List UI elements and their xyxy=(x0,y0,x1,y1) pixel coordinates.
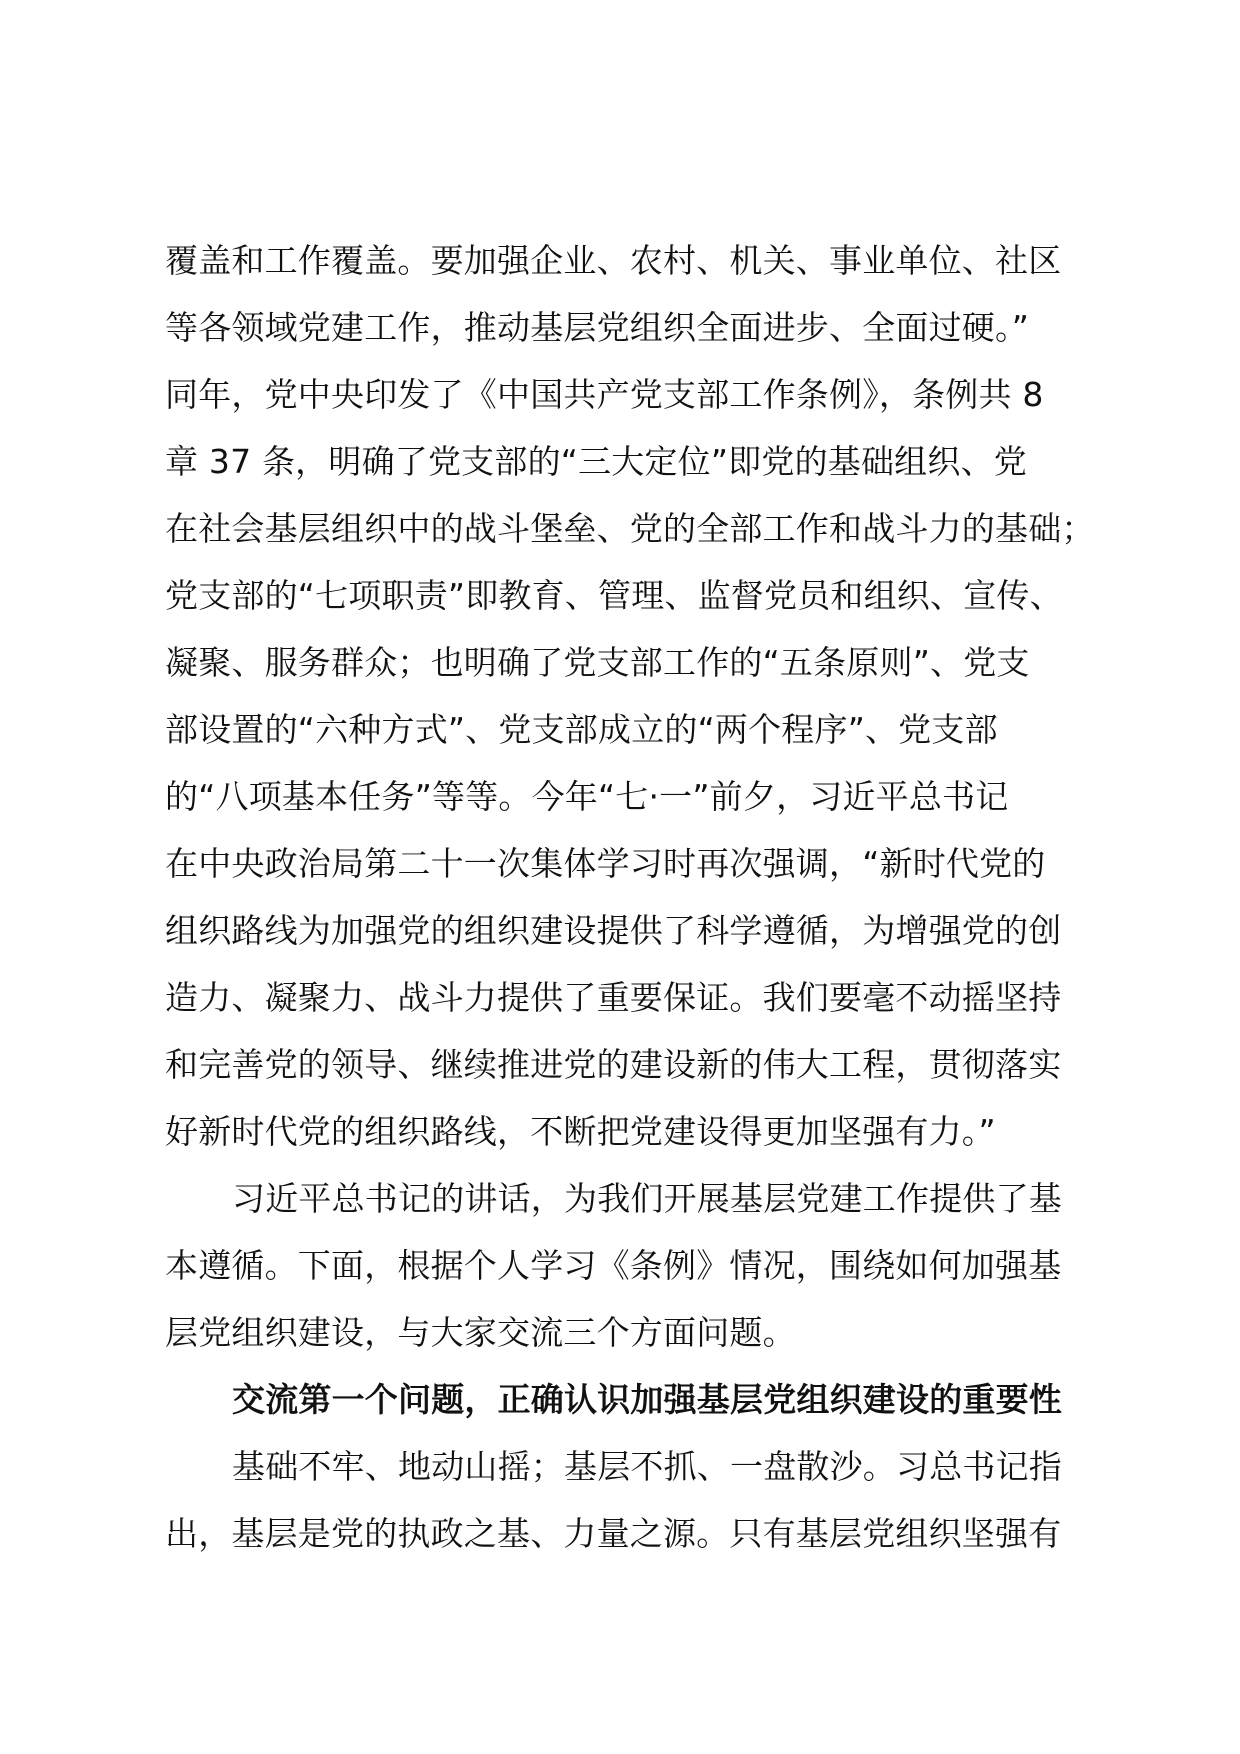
document-body xyxy=(165,227,1125,1567)
paragraph-start-line: 基础不牢、地动山摇；基层不抓、一盘散沙。习总书记指 xyxy=(232,1447,1062,1486)
text-line: 在社会基层组织中的战斗堡垒、党的全部工作和战斗力的基础； xyxy=(165,509,1095,548)
text-line: 组织路线为加强党的组织建设提供了科学遵循，为增强党的创 xyxy=(165,911,1062,950)
text-line: 造力、凝聚力、战斗力提供了重要保证。我们要毫不动摇坚持 xyxy=(165,978,1062,1017)
text-line: 和完善党的领导、继续推进党的建设新的伟大工程，贯彻落实 xyxy=(165,1045,1062,1084)
text-line: 出，基层是党的执政之基、力量之源。只有基层党组织坚强有 xyxy=(165,1514,1062,1553)
text-line: 同年，党中央印发了《中国共产党支部工作条例》，条例共 8 xyxy=(165,375,1044,414)
text-line: 章 37 条，明确了党支部的“三大定位”即党的基础组织、党 xyxy=(165,442,1027,481)
text-line: 在中央政治局第二十一次集体学习时再次强调，“新时代党的 xyxy=(165,844,1046,883)
text-line: 好新时代党的组织路线，不断把党建设得更加坚强有力。” xyxy=(165,1112,996,1151)
text-line: 等各领域党建工作，推动基层党组织全面进步、全面过硬。” xyxy=(165,308,1029,347)
section-heading: 交流第一个问题，正确认识加强基层党组织建设的重要性 xyxy=(232,1380,1062,1419)
text-line: 党支部的“七项职责”即教育、管理、监督党员和组织、宣传、 xyxy=(165,576,1063,615)
paragraph-start-line: 习近平总书记的讲话，为我们开展基层党建工作提供了基 xyxy=(232,1179,1062,1218)
text-line: 的“八项基本任务”等等。今年“七·一”前夕，习近平总书记 xyxy=(165,777,1009,816)
text-line: 本遵循。下面，根据个人学习《条例》情况，围绕如何加强基 xyxy=(165,1246,1062,1285)
text-line: 层党组织建设，与大家交流三个方面问题。 xyxy=(165,1313,796,1352)
text-line: 覆盖和工作覆盖。要加强企业、农村、机关、事业单位、社区 xyxy=(165,241,1062,280)
text-line: 部设置的“六种方式”、党支部成立的“两个程序”、党支部 xyxy=(165,710,998,749)
text-line: 凝聚、服务群众；也明确了党支部工作的“五条原则”、党支 xyxy=(165,643,1030,682)
